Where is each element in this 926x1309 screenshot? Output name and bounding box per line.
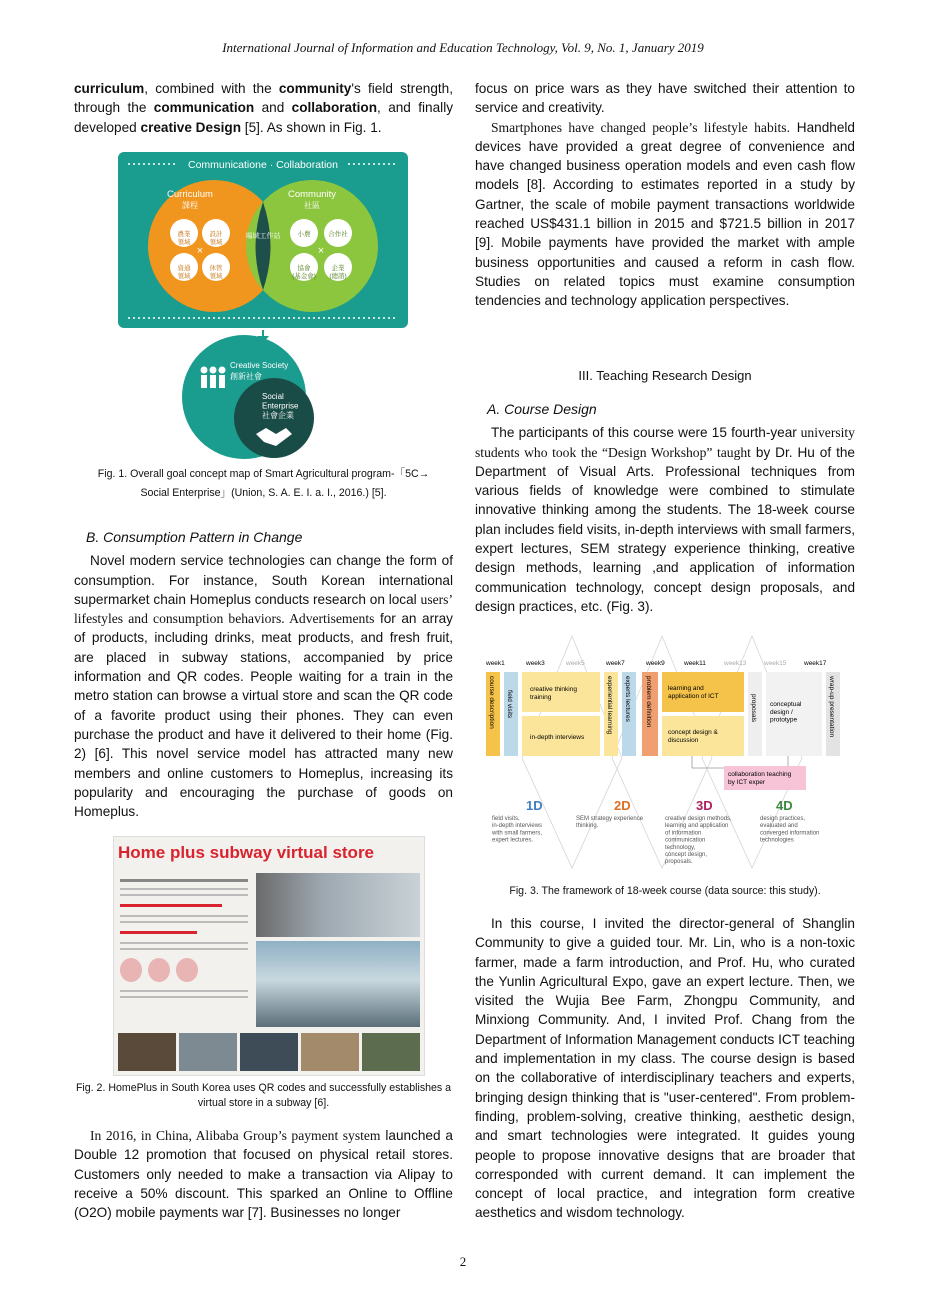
community-zh: 社區	[304, 201, 320, 210]
figure-1-concept-map	[116, 150, 410, 462]
text: university students who took the “Design Workshop” taught	[475, 425, 855, 460]
week-label: week13	[724, 660, 747, 667]
vlabel-field-visits: field visits	[506, 690, 513, 719]
people-icon	[201, 367, 226, 389]
fig1-caption-line1: Fig. 1. Overall goal concept map of Smart Agricultural program-「5C→	[97, 468, 430, 480]
text: , and finally developed	[74, 100, 454, 135]
bold-term: collaboration	[291, 100, 378, 116]
figure-2-homeplus-image	[113, 836, 425, 1076]
svg-text:×: ×	[196, 245, 204, 257]
course-paragraph	[475, 423, 855, 616]
label-creative-training: creative thinking training	[530, 686, 577, 701]
figure-3-course-framework	[482, 628, 844, 874]
label-3d: 3D	[696, 798, 713, 813]
svg-text:×: ×	[317, 245, 325, 257]
text-1d: field visits, in-depth interviews with small farmers, expert lectures.	[492, 816, 543, 844]
field-leisure: 休管領域	[209, 265, 223, 280]
vlabel-experts: experts lectures	[624, 676, 631, 722]
vlabel-proposals: proposals	[750, 694, 757, 723]
curriculum-zh: 課程	[182, 201, 198, 210]
creative-society-zh: 創新社會	[230, 372, 262, 381]
text: [5]. As shown in Fig. 1.	[241, 119, 382, 135]
creative-society-label: Creative Society	[230, 361, 289, 370]
fig2-photo-main	[256, 941, 420, 1027]
bold-term: community	[278, 81, 352, 96]
week-label: week5	[566, 660, 585, 667]
field-ict: 資通領域	[177, 265, 191, 280]
alibaba-paragraph	[74, 1126, 453, 1222]
label-1d: 1D	[526, 798, 543, 813]
fig1-caption-line2: Social Enterprise」(Union, S. A. E. I. a. I., 2016.) [5].	[140, 487, 387, 499]
bold-term: creative Design	[140, 119, 242, 135]
field-agriculture: 農業領域	[177, 231, 191, 246]
community-label: Community	[287, 189, 337, 200]
section-a-heading: A. Course Design	[487, 401, 597, 417]
field-design: 設計領域	[209, 231, 223, 246]
fig2-photo-strip	[118, 1033, 420, 1071]
fig3-week-labels	[485, 660, 827, 667]
week-label: week11	[684, 660, 706, 667]
fig2-title: Home plus subway virtual store	[118, 843, 375, 862]
text: In 2016, in China, Alibaba Group’s payment system	[90, 1128, 381, 1143]
fig1-top-label: Communicatione · Collaboration	[188, 159, 338, 171]
text: launched a Double 12 promotion that focused on physical retail stores. Customers only needed to make a transaction via Alipay to receive a 50% discount. This sparked an Online to Offline (O2O) mobile payments war [7]. Businesses no longer	[74, 1128, 453, 1221]
label-4d: 4D	[776, 798, 793, 813]
week-label: week15	[764, 660, 787, 667]
section-b-paragraph	[74, 551, 453, 821]
week-label: week7	[606, 660, 625, 667]
text: Handheld devices have provided a great degree of convenience and have changed business operation models and even cash flow models [8]. According to estimates reported in a study by Gartner, the scale of mobile payment transactions worldwide reached US$431.1 billion in 2015 and $721.5 billion in 2017 [9]. Mobile payments have provided the market with ample business opportunities and caused a reform in cash flow. Studies on related topics must examine consumption tendencies and technology application perspectives.	[475, 119, 855, 309]
week-label: week1	[486, 660, 505, 667]
fig2-text-block	[120, 873, 248, 1023]
curriculum-label: Curriculum	[167, 189, 213, 200]
smartphones-paragraph	[475, 118, 855, 311]
bold-term: curriculum	[74, 81, 145, 96]
fig2-caption-text: Fig. 2. HomePlus in South Korea uses QR codes and successfully establishes a virtual store in a subway [6].	[75, 1082, 452, 1109]
text: , combined with the	[144, 81, 279, 96]
vlabel-problem: problem definition	[645, 676, 652, 728]
section-3-heading: III. Teaching Research Design	[578, 368, 752, 383]
label-conceptual: conceptual design / prototype	[770, 701, 802, 724]
continued-paragraph: focus on price wars as they have switched their attention to service and creativity.	[475, 81, 855, 116]
text: by Dr. Hu of the Department of Visual Arts. Professional techniques from various fields of knowledge were combined to stimulate innovative thinking among the students. The 18-week course plan includes field visits, in-depth interviews with small farmers, expert lectures, SEM strategy experience thinking, creative design methods, learning ,and application of information communication technology, concept design proposals, and design practices, etc. (Fig. 3).	[475, 444, 856, 614]
social-enterprise-zh: 社會企業	[262, 411, 294, 420]
member-enterprise: 企業(總諮)	[329, 265, 347, 280]
label-concept-design: concept design & discussion	[668, 729, 718, 744]
text-2d: SEM strategy experience thinking.	[576, 816, 644, 830]
label-in-depth: in-depth interviews	[530, 734, 585, 741]
right-column-top	[475, 79, 855, 311]
text-3d: creative design methods, learning and application of information communication technology, concept design, proposals.	[665, 816, 732, 866]
page-number: 2	[459, 1254, 467, 1269]
figure-2-caption	[74, 1081, 453, 1110]
center-label: 場域工作站	[245, 233, 281, 240]
text: Smartphones have changed people’s lifestyle habits.	[491, 119, 790, 135]
text: 's field strength, through the	[74, 81, 453, 116]
member-cooperative: 合作社	[328, 231, 348, 238]
label-learning-ict: learning and application of ICT	[668, 685, 719, 700]
text: Novel modern service technologies can change the form of consumption. For instance, South Korean international supermarket chain Homeplus conducts research on local	[74, 553, 453, 607]
text: users’ lifestyles and consumption behaviors. Advertisements	[74, 591, 453, 627]
member-association: 協會(基金會)	[292, 265, 316, 280]
social-enterprise-label: Social Enterprise	[262, 392, 299, 411]
label-collab: collaboration teaching by ICT exper	[728, 771, 792, 786]
section-a	[475, 400, 855, 616]
fig2-photo-top	[256, 873, 420, 937]
member-farmers: 小農	[297, 231, 311, 238]
week-label: week9	[646, 660, 665, 667]
text-4d: design practices, evaluated and converged information technologies	[760, 816, 820, 844]
section-b	[74, 528, 453, 821]
bold-term: communication	[153, 100, 255, 116]
vlabel-experiential: experiential learning	[606, 676, 613, 735]
figure-3-caption: Fig. 3. The framework of 18-week course (data source: this study).	[509, 885, 821, 897]
text: and	[254, 100, 292, 116]
running-header: International Journal of Information and Education Technology, Vol. 9, No. 1, January 2019	[222, 40, 704, 55]
final-paragraph	[475, 914, 855, 1223]
text: for an array of products, including drinks, meat products, and fresh fruit, are placed in subway stations, accompanied by price information and QR codes. People waiting for a train in the metro station can browse a virtual store and scan the QR code of a favorite product using their phones. They can even purchase the product and have it delivered to their home (Fig. 2) [6]. This novel service model has attracted many new members and online customers to Homeplus, increasing its popularity and encouraging the purchase of goods on Homeplus.	[74, 611, 453, 820]
vlabel-wrapup: wrap-up presentation	[828, 676, 835, 738]
label-2d: 2D	[614, 798, 631, 813]
left-column	[74, 79, 453, 137]
figure-1-caption	[74, 465, 453, 503]
section-b-heading: B. Consumption Pattern in Change	[86, 529, 303, 545]
text: The participants of this course were 15 fourth-year	[491, 425, 797, 441]
week-label: week3	[526, 660, 545, 667]
week-label: week17	[804, 660, 827, 667]
intro-paragraph	[74, 79, 453, 137]
final-paragraph-text: In this course, I invited the director-general of Shanglin Community to give a guided tour. Mr. Lin, who is a non-toxic farmer, made a farm introduction, and Prof. Hu, who curated the Yunlin Agricultural Expo, gave an expert lecture. Then, we visited the Wujia Bee Farm, Zhongpu Community, and Minxiong Community. And, I invited Prof. Chang from the Department of Information Management conducts ICT teaching and implementation in my class. The course design is based on the collaborative of interdisciplinary teachers and experts, bringing design thinking that is "user-centered". From problem-finding, problem-solving, creative thinking, aesthetic design, and smart technologies were integrated. It guides young people to propose innovative designs that are broader that corresponded with current demand. It can implement the concept of local practice, and integration form creative aesthetics and wisdom technology.	[475, 916, 855, 1221]
vlabel-course-description: course description	[488, 676, 495, 729]
